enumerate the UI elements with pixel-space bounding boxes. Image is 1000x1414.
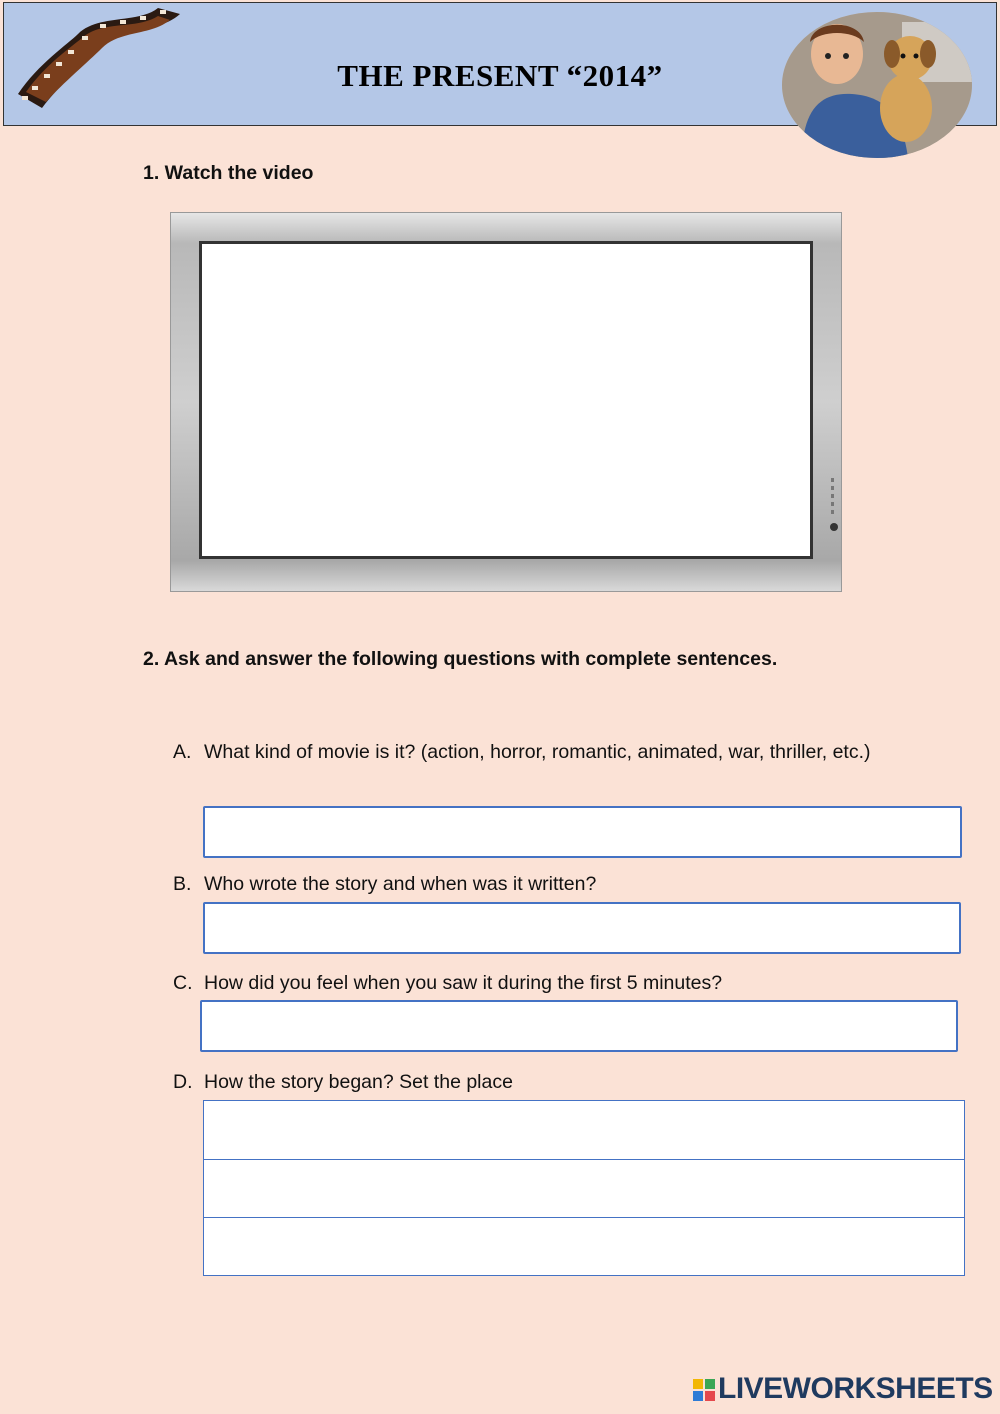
power-button-icon xyxy=(829,522,839,532)
question-letter: A. xyxy=(173,741,192,763)
question-text: What kind of movie is it? (action, horror, romantic, animated, war, thriller, etc.) xyxy=(204,741,871,763)
answer-line[interactable] xyxy=(204,1101,964,1159)
answer-input-d3[interactable] xyxy=(204,1218,964,1275)
answer-input-a[interactable] xyxy=(205,808,960,856)
page-title: THE PRESENT “2014” xyxy=(337,58,663,93)
tv-indicator xyxy=(831,478,834,482)
question-letter: B. xyxy=(173,873,192,895)
video-placeholder[interactable] xyxy=(199,241,813,559)
question-text: How did you feel when you saw it during the first 5 minutes? xyxy=(204,972,723,994)
answer-box-b[interactable] xyxy=(203,902,961,954)
question-text: How the story began? Set the place xyxy=(204,1071,513,1093)
question-text: Who wrote the story and when was it written? xyxy=(204,873,597,895)
answer-line[interactable] xyxy=(204,1159,964,1217)
brand-name: LIVEWORKSHEETS xyxy=(718,1372,993,1405)
answer-line[interactable] xyxy=(204,1217,964,1275)
tv-screen-icon xyxy=(170,212,842,592)
answer-input-c[interactable] xyxy=(202,1002,956,1050)
tv-indicator xyxy=(831,486,834,490)
tv-indicator xyxy=(831,502,834,506)
answer-input-d1[interactable] xyxy=(204,1101,964,1159)
answer-input-b[interactable] xyxy=(205,904,959,952)
question-letter: C. xyxy=(173,972,193,994)
section-heading-questions: 2. Ask and answer the following questions with complete sentences. xyxy=(143,648,778,670)
answer-input-d2[interactable] xyxy=(204,1160,964,1217)
tv-indicator xyxy=(831,494,834,498)
liveworksheets-icon xyxy=(692,1378,716,1402)
tv-indicator xyxy=(831,510,834,514)
section-heading-watch: 1. Watch the video xyxy=(143,162,314,184)
answer-box-a[interactable] xyxy=(203,806,962,858)
answer-box-c[interactable] xyxy=(200,1000,958,1052)
boy-with-dog-image xyxy=(782,12,972,158)
answer-table-d xyxy=(203,1100,965,1276)
question-letter: D. xyxy=(173,1071,193,1093)
